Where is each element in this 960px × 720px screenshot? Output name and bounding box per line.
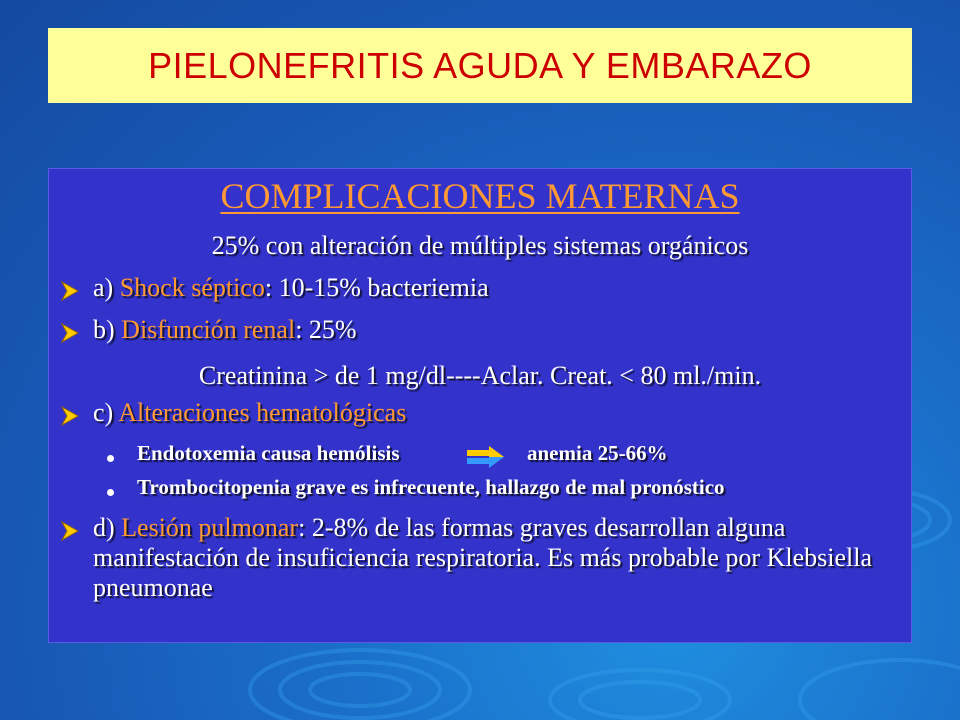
item-text: : 10-15% bacteriemia bbox=[264, 273, 489, 302]
dot-bullet-icon bbox=[107, 489, 114, 496]
section-heading: COMPLICACIONES MATERNAS bbox=[220, 176, 740, 216]
item-text: : 25% bbox=[295, 315, 357, 344]
arrow-bullet-icon bbox=[61, 521, 79, 541]
content-box bbox=[48, 168, 912, 643]
item-pulmonary bbox=[93, 513, 893, 603]
slide-title: PIELONEFRITIS AGUDA Y EMBARAZO bbox=[148, 44, 812, 86]
right-arrow-icon bbox=[465, 445, 505, 469]
arrow-bullet-icon bbox=[61, 281, 79, 301]
item-highlight: Shock séptico bbox=[119, 273, 265, 302]
arrow-bullet-icon bbox=[61, 323, 79, 343]
arrow-bullet-icon bbox=[61, 406, 79, 426]
subtitle: 25% con alteración de múltiples sistemas orgánicos bbox=[211, 231, 749, 260]
item-shock bbox=[93, 273, 489, 303]
subitem-thrombocytopenia: Trombocitopenia grave es infrecuente, hallazgo de mal pronóstico bbox=[137, 475, 725, 499]
item-prefix: d) bbox=[93, 513, 122, 542]
item-text: : 2-8% de las formas graves desarrollan alguna manifestación de insuficiencia respiratoria. Es más probable por Klebsiella pneumonae bbox=[93, 513, 872, 602]
item-renal bbox=[93, 315, 357, 345]
title-bar bbox=[48, 28, 912, 103]
item-prefix: a) bbox=[93, 273, 120, 302]
item-prefix: c) bbox=[93, 398, 119, 427]
item-prefix: b) bbox=[93, 315, 122, 344]
item-highlight: Disfunción renal bbox=[121, 315, 296, 344]
item-highlight: Lesión pulmonar bbox=[121, 513, 299, 542]
subitem-endotoxemia-left: Endotoxemia causa hemólisis bbox=[137, 441, 400, 465]
subitem-endotoxemia-right: anemia 25-66% bbox=[527, 441, 668, 465]
item-hematologic bbox=[93, 398, 406, 428]
creatinine-line: Creatinina > de 1 mg/dl----Aclar. Creat. < 80 ml./min. bbox=[198, 361, 762, 390]
item-highlight: Alteraciones hematológicas bbox=[118, 398, 407, 427]
dot-bullet-icon bbox=[107, 455, 114, 462]
